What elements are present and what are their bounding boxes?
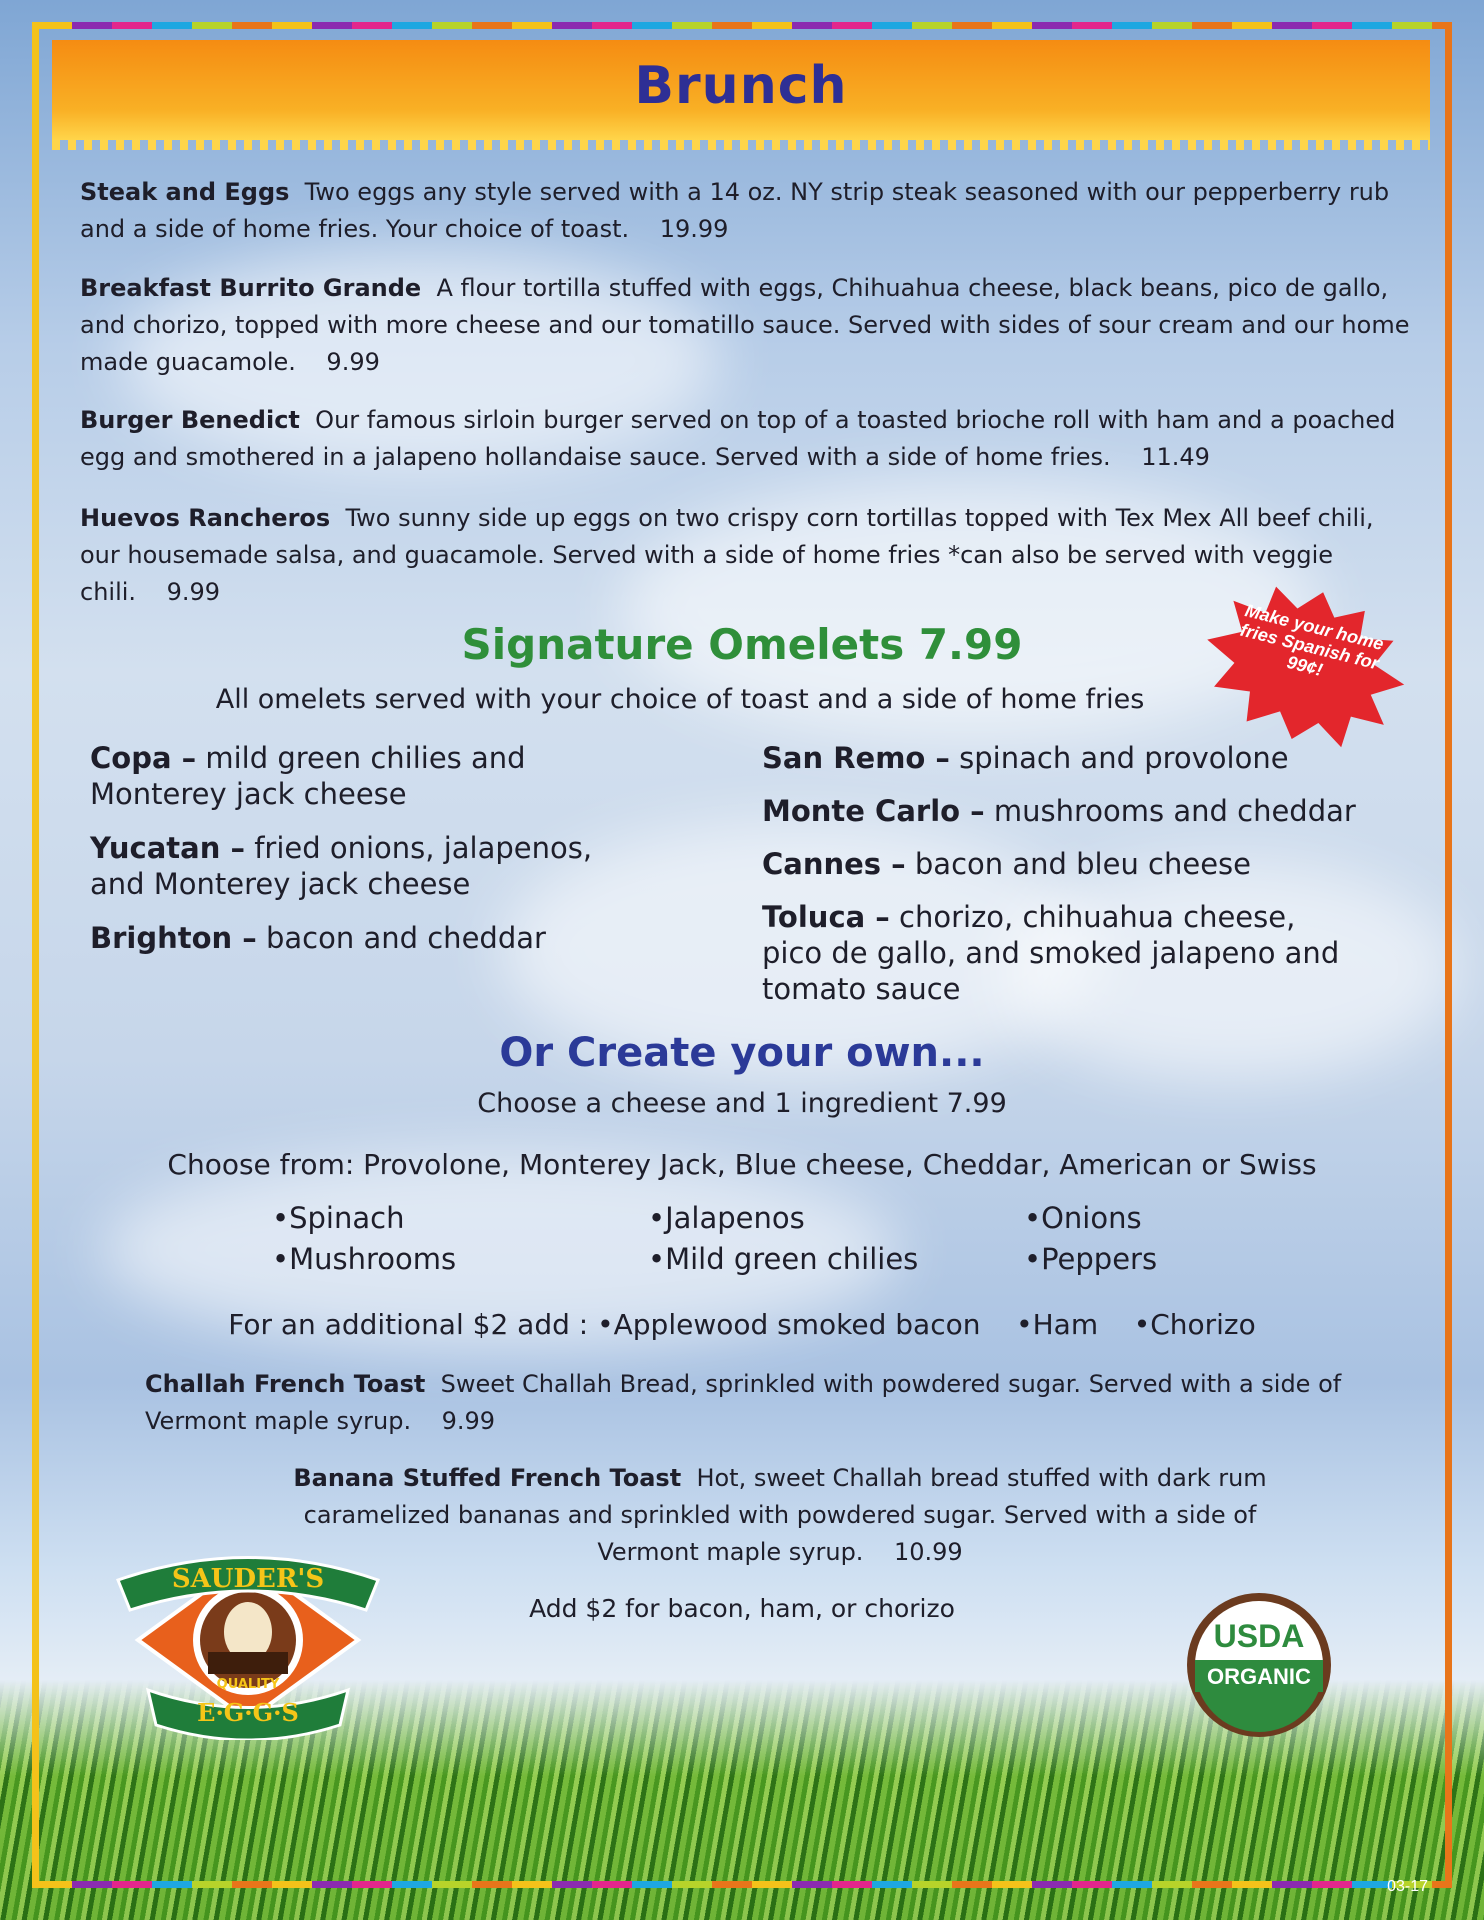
item-name: Steak and Eggs (80, 178, 290, 206)
omelets-subheading: All omelets served with your choice of toast and a side of home fries (215, 684, 1145, 715)
item-description: Our famous sirloin burger served on top of a toasted brioche roll with ham and a poached egg and smothered in a jalapeno hollandaise sauce. Served with a side of home fries. (80, 406, 1396, 471)
sauders-eggs-logo (108, 1540, 388, 1740)
item-description: Two sunny side up eggs on two crispy corn tortillas topped with Tex Mex All beef chili, our housemade salsa, and guacamole. Served with a side of home fries *can also be served with veggie chili. (80, 504, 1374, 606)
sauders-quality-text: QUALITY (216, 1677, 280, 1692)
sauders-brand-text: SAUDER'S (171, 1564, 325, 1594)
omelet-monte-carlo (762, 793, 1382, 829)
omelet-name: Brighton – (90, 921, 257, 955)
item-description: Two eggs any style served with a 14 oz. NY strip steak seasoned with our pepperberry rub and a side of home fries. Your choice of toast. (80, 178, 1390, 243)
omelet-name: Toluca – (762, 900, 890, 934)
omelet-description: mild green chilies and Monterey jack cheese (90, 741, 526, 811)
item-description: Sweet Challah Bread, sprinkled with powdered sugar. Served with a side of Vermont maple syrup. (145, 1370, 1342, 1435)
omelet-san-remo (762, 740, 1382, 776)
organic-text: ORGANIC (1207, 1664, 1311, 1689)
item-price: 9.99 (166, 578, 220, 606)
menu-item-banana-stuffed-french-toast (290, 1460, 1270, 1571)
omelets-heading: Signature Omelets 7.99 (461, 620, 1023, 669)
usda-text: USDA (1213, 1618, 1305, 1654)
menu-item-huevos-rancheros (80, 500, 1400, 611)
ingredient-onions: •Onions (1024, 1201, 1142, 1235)
omelet-description: mushrooms and cheddar (993, 794, 1356, 828)
menu-item-steak-and-eggs (80, 174, 1400, 248)
omelet-description: chorizo, chihuahua cheese, pico de gallo, and smoked jalapeno and tomato sauce (762, 900, 1340, 1006)
usda-organic-seal (1184, 1590, 1334, 1740)
ingredient-mushrooms: •Mushrooms (272, 1242, 457, 1276)
create-line-1: Choose a cheese and 1 ingredient 7.99 (477, 1088, 1007, 1119)
omelet-yucatan (90, 830, 650, 902)
menu-item-challah-french-toast (145, 1366, 1345, 1440)
menu-item-breakfast-burrito (80, 270, 1420, 381)
create-heading: Or Create your own... (499, 1030, 985, 1076)
item-price: 10.99 (893, 1538, 963, 1566)
item-name: Challah French Toast (145, 1370, 426, 1398)
item-price: 19.99 (659, 215, 729, 243)
omelet-brighton (90, 920, 650, 956)
omelet-name: San Remo – (762, 741, 950, 775)
page-title: Brunch (634, 56, 848, 116)
ingredient-peppers: •Peppers (1024, 1242, 1158, 1276)
item-price: 9.99 (441, 1407, 496, 1435)
item-price: 9.99 (326, 348, 380, 376)
item-description: Hot, sweet Challah bread stuffed with dark rum caramelized bananas and sprinkled with powdered sugar. Served with a side of Vermont maple syrup. (303, 1464, 1267, 1566)
title-banner (52, 40, 1430, 140)
omelet-description: spinach and provolone (959, 741, 1289, 775)
menu-item-burger-benedict (80, 402, 1400, 476)
create-line-2: Choose from: Provolone, Monterey Jack, Blue cheese, Cheddar, American or Swiss (167, 1148, 1317, 1181)
omelet-toluca (762, 899, 1362, 1007)
item-price: 11.49 (1141, 443, 1210, 471)
omelet-name: Cannes – (762, 847, 906, 881)
omelet-name: Copa – (90, 741, 197, 775)
sauders-eggs-text: E·G·G·S (197, 1698, 299, 1727)
menu-version-code: 03-17 (1387, 1878, 1428, 1895)
item-description: A flour tortilla stuffed with eggs, Chihuahua cheese, black beans, pico de gallo, and chorizo, topped with more cheese and our tomatillo sauce. Served with sides of sour cream and our home made guacamole. (80, 274, 1410, 376)
omelet-description: bacon and bleu cheese (914, 847, 1251, 881)
omelet-cannes (762, 846, 1382, 882)
item-name: Breakfast Burrito Grande (80, 274, 422, 302)
ingredient-jalapenos: •Jalapenos (648, 1201, 805, 1235)
ingredient-mild-green-chilies: •Mild green chilies (648, 1242, 919, 1276)
omelet-name: Monte Carlo – (762, 794, 985, 828)
omelet-name: Yucatan – (90, 831, 245, 865)
item-name: Banana Stuffed French Toast (293, 1464, 682, 1492)
promo-text: Make your home fries Spanish for 99¢! (1238, 600, 1386, 681)
ingredient-spinach: •Spinach (272, 1201, 405, 1235)
omelet-description: bacon and cheddar (266, 921, 546, 955)
omelet-copa (90, 740, 650, 812)
additional-ingredients: For an additional $2 add : •Applewood smoked bacon •Ham •Chorizo (228, 1308, 1256, 1341)
item-name: Huevos Rancheros (80, 504, 331, 532)
item-name: Burger Benedict (80, 406, 300, 434)
omelet-description: fried onions, jalapenos, and Monterey jack cheese (90, 831, 593, 901)
addon-note: Add $2 for bacon, ham, or chorizo (529, 1594, 955, 1623)
